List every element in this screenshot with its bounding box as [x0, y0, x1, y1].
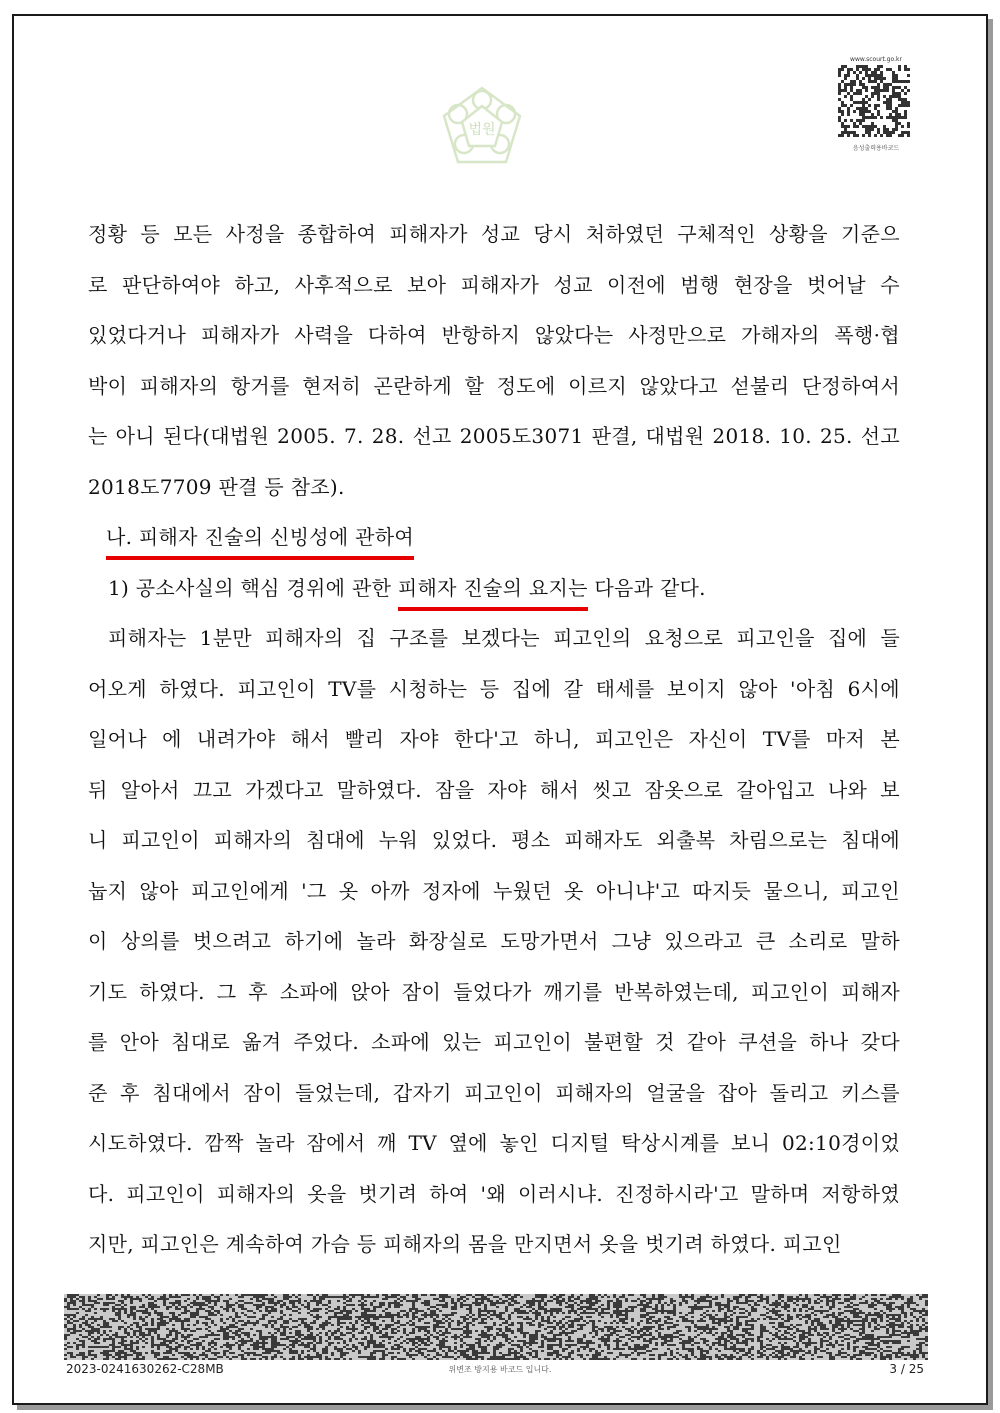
text-line: 뒤 알아서 끄고 가겠다고 말하였다. 잠을 자야 해서 씻고 잠옷으로 갈아입고 나와 보 — [88, 777, 900, 802]
qr-code-image — [838, 65, 910, 137]
text-line: 를 안아 침대로 옮겨 주었다. 소파에 있는 피고인이 불편할 것 같아 쿠션을 하나 갖다 — [88, 1030, 900, 1054]
text-line: 있었다거나 피해자가 사력을 다하여 반항하지 않았다는 사정만으로 가해자의 폭행·협 — [88, 323, 900, 347]
section-heading: 나. 피해자 진술의 신빙성에 관하여 — [106, 520, 414, 560]
text-line: 기도 하였다. 그 후 소파에 앉아 잠이 들었다가 깨기를 반복하였는데, 피고인이 피해자 — [88, 979, 900, 1004]
text-line: 2018도7709 판결 등 참조). — [88, 474, 345, 499]
subheading-suffix: 다음과 같다. — [587, 575, 706, 600]
paragraph-victim-statement — [88, 618, 900, 1275]
text-line: 준 후 침대에서 잠이 들었는데, 갑자기 피고인이 피해자의 얼굴을 잡아 돌리고 키스를 — [88, 1080, 900, 1105]
barcode-note: 위변조 방지용 바코드 입니다. — [448, 1365, 552, 1374]
paragraph-legal-standard — [88, 214, 900, 517]
document-body — [88, 214, 900, 1275]
text-line: 는 아니 된다(대법원 2005. 7. 28. 선고 2005도3071 판결, 대법원 2018. 10. 25. 선고 — [88, 424, 900, 448]
text-line: 다. 피고인이 피해자의 옷을 벗기려 하여 '왜 이러시냐. 진정하시라'고 말하며 저항하였 — [88, 1181, 900, 1206]
text-line: 이 상의를 벗으려고 하기에 놀라 화장실로 도망가면서 그냥 있으라고 큰 소리로 말하 — [88, 929, 900, 953]
text-line: 피해자는 1분만 피해자의 집 구조를 보겠다는 피고인의 요청으로 피고인을 집에 들 — [108, 626, 900, 650]
subheading-line — [88, 568, 900, 619]
text-line: 정황 등 모든 사정을 종합하여 피해자가 성교 당시 처하였던 구체적인 상황을 기준으 — [88, 222, 900, 246]
section-heading-line — [88, 517, 900, 568]
text-line: 지만, 피고인은 계속하여 가슴 등 피해자의 몸을 만지면서 옷을 벗기려 하였다. 피고인 — [88, 1232, 842, 1256]
text-line: 로 판단하여야 하고, 사후적으로 보아 피해자가 성교 이전에 범행 현장을 벗어날 수 — [88, 272, 900, 297]
qr-code-block — [838, 56, 914, 152]
text-line: 시도하였다. 깜짝 놀라 잠에서 깨 TV 옆에 놓인 디지털 탁상시계를 보니 02:10경이었 — [88, 1131, 900, 1155]
subheading-prefix: 1) 공소사실의 핵심 경위에 관한 — [108, 575, 398, 600]
qr-caption: 음성출력용바코드 — [852, 145, 900, 152]
text-line: 어오게 하였다. 피고인이 TV를 시청하는 등 집에 갈 태세를 보이지 않아 '아침 6시에 — [88, 676, 900, 701]
text-line: 눕지 않아 피고인에게 '그 옷 아까 정자에 누웠던 옷 아니냐'고 따지듯 물으니, 피고인 — [88, 878, 900, 903]
text-line: 박이 피해자의 항거를 현저히 곤란하게 할 정도에 이르지 않았다고 섣불리 단정하여서 — [88, 373, 900, 398]
document-id: 2023-0241630262-C28MB — [66, 1362, 224, 1376]
court-seal-emblem — [432, 78, 532, 178]
qr-url-text: www.scourt.go.kr — [850, 56, 902, 63]
page-number: 3 / 25 — [889, 1362, 924, 1376]
text-line: 니 피고인이 피해자의 침대에 누워 있었다. 평소 피해자도 외출복 차림으로는 침대에 — [88, 828, 900, 852]
text-line: 일어나 에 내려가야 해서 빨리 자야 한다'고 하니, 피고인은 자신이 TV를 마저 본 — [88, 727, 900, 751]
anti-forgery-barcode — [64, 1294, 928, 1360]
subheading-underlined: 피해자 진술의 요지는 — [398, 571, 588, 611]
svg-text:법원: 법원 — [468, 122, 496, 138]
